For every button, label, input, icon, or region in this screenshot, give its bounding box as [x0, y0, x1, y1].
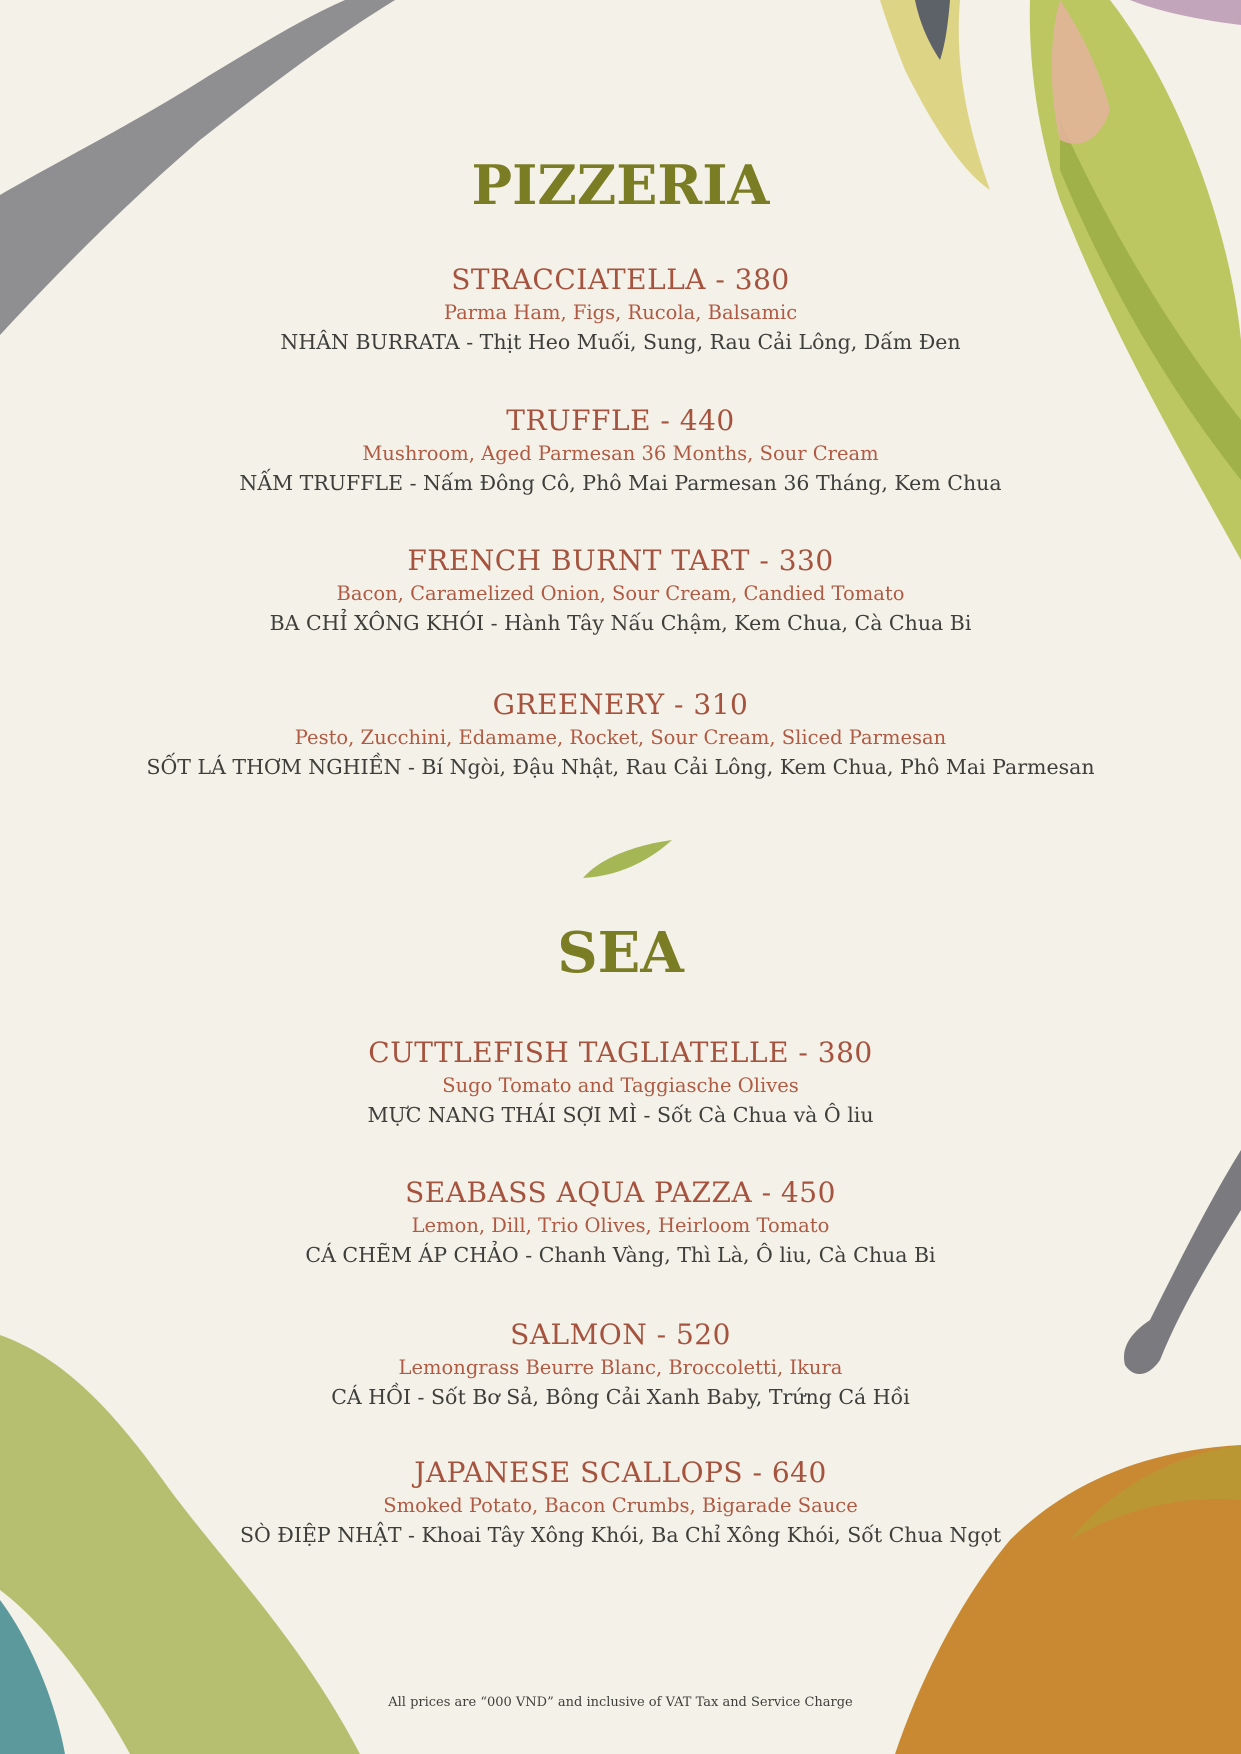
item-description-english: Smoked Potato, Bacon Crumbs, Bigarade Sauce — [383, 1494, 858, 1517]
item-description-vietnamese: NẤM TRUFFLE - Nấm Đông Cô, Phô Mai Parmesan 36 Tháng, Kem Chua — [239, 471, 1002, 495]
item-description-english: Lemon, Dill, Trio Olives, Heirloom Tomato — [411, 1214, 830, 1237]
item-description-vietnamese: MỰC NANG THÁI SỢI MÌ - Sốt Cà Chua và Ô liu — [367, 1103, 874, 1127]
menu-item — [0, 544, 1241, 638]
item-description-english: Bacon, Caramelized Onion, Sour Cream, Candied Tomato — [336, 582, 905, 605]
item-description-vietnamese: SỐT LÁ THƠM NGHIỀN - Bí Ngòi, Đậu Nhật, Rau Cải Lông, Kem Chua, Phô Mai Parmesan — [146, 755, 1095, 779]
item-title: FRENCH BURNT TART - 330 — [407, 544, 834, 577]
item-description-vietnamese: NHÂN BURRATA - Thịt Heo Muối, Sung, Rau Cải Lông, Dấm Đen — [280, 330, 961, 354]
section-title-pizzeria: PIZZERIA — [471, 153, 770, 217]
item-title: STRACCIATELLA - 380 — [451, 263, 790, 296]
item-description-english: Pesto, Zucchini, Edamame, Rocket, Sour Cream, Sliced Parmesan — [294, 726, 947, 749]
menu-item — [0, 1036, 1241, 1130]
item-title: JAPANESE SCALLOPS - 640 — [414, 1456, 827, 1489]
item-description-english: Sugo Tomato and Taggiasche Olives — [442, 1074, 799, 1097]
section-title-sea: SEA — [557, 920, 684, 986]
item-description-vietnamese: CÁ CHẼM ÁP CHẢO - Chanh Vàng, Thì Là, Ô liu, Cà Chua Bi — [305, 1243, 936, 1267]
item-description-english: Mushroom, Aged Parmesan 36 Months, Sour Cream — [362, 442, 879, 465]
menu-item — [0, 404, 1241, 498]
item-description-english: Lemongrass Beurre Blanc, Broccoletti, Ikura — [398, 1356, 843, 1379]
item-title: SEABASS AQUA PAZZA - 450 — [405, 1176, 836, 1209]
menu-item — [0, 263, 1241, 357]
item-description-vietnamese: SÒ ĐIỆP NHẬT - Khoai Tây Xông Khói, Ba Chỉ Xông Khói, Sốt Chua Ngọt — [239, 1523, 1002, 1547]
item-description-vietnamese: CÁ HỒI - Sốt Bơ Sả, Bông Cải Xanh Baby, Trứng Cá Hồi — [331, 1385, 910, 1409]
item-title: TRUFFLE - 440 — [506, 404, 735, 437]
price-footnote: All prices are “000 VND” and inclusive of VAT Tax and Service Charge — [388, 1695, 853, 1710]
menu-item — [0, 688, 1241, 782]
item-description-vietnamese: BA CHỈ XÔNG KHÓI - Hành Tây Nấu Chậm, Kem Chua, Cà Chua Bi — [269, 611, 972, 635]
item-title: CUTTLEFISH TAGLIATELLE - 380 — [368, 1036, 873, 1069]
item-title: SALMON - 520 — [510, 1318, 731, 1351]
menu-item — [0, 1176, 1241, 1270]
item-title: GREENERY - 310 — [492, 688, 749, 721]
item-description-english: Parma Ham, Figs, Rucola, Balsamic — [443, 301, 798, 324]
menu-item — [0, 1456, 1241, 1550]
menu-item — [0, 1318, 1241, 1412]
